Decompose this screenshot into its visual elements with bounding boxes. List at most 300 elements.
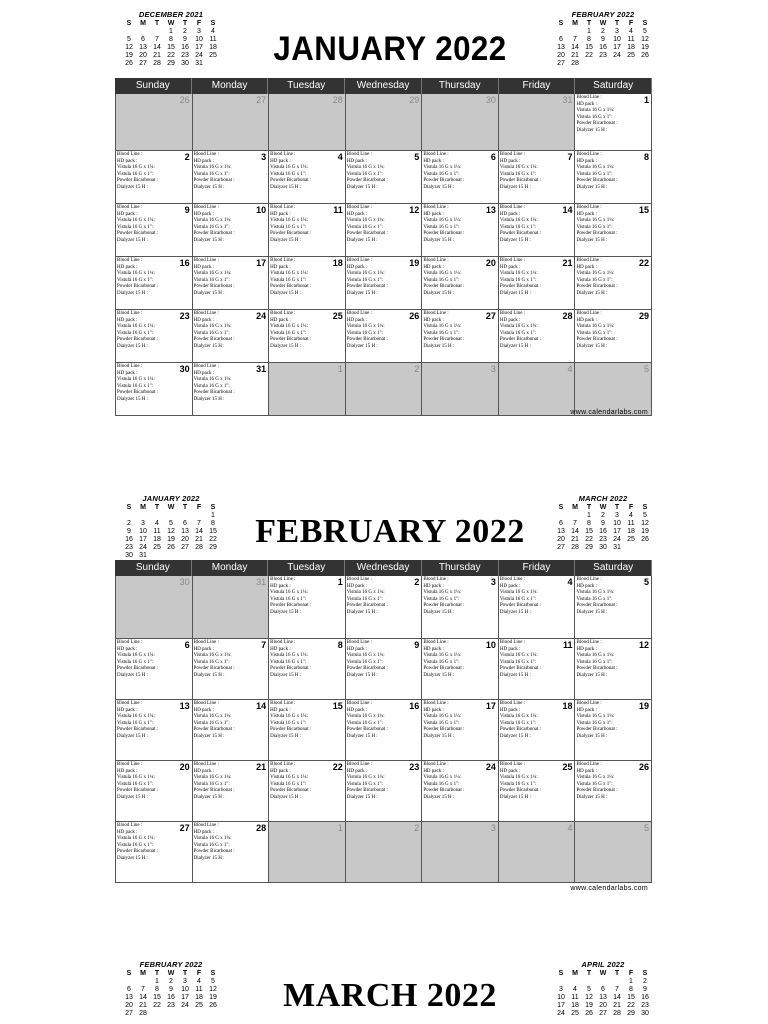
mini-day: 16 [125, 536, 133, 543]
note-line: HD pack : [423, 211, 444, 217]
mini-day: 2 [601, 512, 605, 519]
day-cell[interactable] [115, 151, 193, 203]
day-cell[interactable] [115, 257, 193, 309]
mini-day: 27 [557, 544, 565, 551]
note-line: Powder Bicarbonat : [193, 178, 235, 184]
note-line: Dialyzer 15 H : [576, 672, 608, 678]
day-cell[interactable] [346, 151, 423, 203]
mini-day: 19 [167, 536, 175, 543]
mini-day: 5 [211, 978, 215, 985]
note-line: Blood Line : [423, 640, 449, 645]
note-line: Powder Bicarbonat : [423, 284, 465, 290]
mini-day: 15 [585, 44, 593, 51]
weekday-label: Wednesday [345, 78, 422, 94]
mini-day: 11 [153, 528, 161, 535]
mini-day: 24 [195, 52, 203, 59]
day-notes [347, 577, 388, 617]
note-line: Blood Line : [193, 364, 219, 369]
note-line: HD pack : [193, 264, 215, 270]
week-row [115, 700, 652, 761]
day-cell[interactable] [499, 204, 576, 256]
day-cell[interactable] [575, 204, 652, 256]
day-cell[interactable] [422, 363, 499, 415]
note-line: Dialyzer 15 H : [499, 672, 531, 678]
day-cell[interactable] [422, 310, 499, 362]
day-number: 2 [414, 577, 420, 587]
day-cell[interactable] [499, 761, 576, 821]
note-line: Vistula 16 G x 1": [499, 596, 537, 602]
mini-day: 31 [613, 544, 621, 551]
mini-day: 6 [601, 986, 605, 993]
day-cell[interactable] [193, 822, 270, 882]
note-line: Vistula 16 G x 1¼: [576, 714, 615, 720]
mini-day: 14 [153, 44, 161, 51]
day-notes [576, 640, 617, 680]
note-line: Vistula 16 G x 1¼: [423, 714, 462, 720]
day-cell[interactable] [269, 310, 346, 362]
note-line: Vistula 16 G x 1¼: [346, 590, 385, 596]
note-line: HD pack : [499, 768, 521, 774]
mini-day: 14 [571, 44, 579, 51]
mini-day: 22 [585, 536, 593, 543]
note-line: Vistula 16 G x 1¼: [346, 271, 385, 277]
note-line: Blood Line : [270, 762, 296, 767]
mini-calendar-title: APRIL 2022 [581, 960, 625, 969]
day-cell[interactable] [422, 257, 499, 309]
note-line: Blood Line : [117, 205, 143, 210]
day-cell[interactable] [193, 363, 270, 415]
note-line: Dialyzer 15 H : [346, 733, 378, 739]
day-number: 5 [414, 152, 420, 162]
mini-dow-label: S [126, 504, 132, 511]
note-line: Dialyzer 15 H : [270, 794, 302, 800]
day-number: 4 [337, 152, 343, 162]
note-line: Dialyzer 15 H : [193, 855, 225, 861]
day-cell[interactable] [422, 576, 499, 638]
day-number: 18 [332, 258, 343, 268]
day-number: 8 [337, 640, 343, 650]
note-line: Vistula 16 G x 1¼: [423, 271, 462, 277]
mini-day: 21 [571, 52, 579, 59]
note-line: HD pack : [193, 646, 215, 652]
note-line: Powder Bicarbonat : [270, 284, 312, 290]
day-cell[interactable] [193, 700, 270, 760]
weekday-label: Tuesday [268, 78, 345, 94]
note-line: Vistula 16 G x 1": [576, 277, 613, 283]
note-line: Blood Line : [576, 701, 602, 706]
note-line: Blood Line : [117, 823, 143, 828]
note-line: Dialyzer 15 H : [117, 794, 148, 800]
mini-day: 23 [181, 52, 189, 59]
mini-calendar-prev [122, 10, 220, 68]
day-cell[interactable] [115, 576, 193, 638]
mini-day: 10 [613, 520, 621, 527]
day-cell[interactable] [499, 310, 576, 362]
note-line: Vistula 16 G x 1¼: [193, 165, 232, 171]
note-line: Dialyzer 15 H : [423, 290, 455, 296]
mini-calendar-grid [122, 970, 220, 1018]
mini-day [136, 978, 150, 986]
mini-day: 15 [627, 994, 635, 1001]
mini-day: 16 [181, 44, 189, 51]
day-notes [423, 701, 464, 741]
weekday-label: Monday [192, 78, 269, 94]
note-line: Blood Line : [270, 577, 296, 582]
note-line: Powder Bicarbonat : [346, 727, 388, 733]
day-notes [500, 205, 541, 245]
mini-dow-label: M [572, 20, 578, 27]
note-line: HD pack : [576, 646, 598, 652]
note-line: Vistula 16 G x 1": [499, 277, 537, 283]
day-cell[interactable] [499, 639, 576, 699]
mini-day: 28 [571, 544, 579, 551]
day-cell[interactable] [346, 204, 423, 256]
note-line: Blood Line : [346, 577, 373, 582]
day-cell[interactable] [269, 700, 346, 760]
note-line: Powder Bicarbonat : [270, 788, 312, 794]
note-line: Vistula 16 G x 1": [270, 659, 307, 665]
day-notes [347, 205, 388, 245]
note-line: Vistula 16 G x 1": [193, 277, 230, 283]
note-line: Vistula 16 G x 1¼: [576, 324, 615, 330]
note-line: Vistula 16 G x 1¼: [346, 653, 385, 659]
day-number: 20 [485, 258, 496, 268]
mini-day [178, 512, 192, 520]
note-line: Blood Line : [423, 762, 449, 767]
mini-day [122, 978, 136, 986]
day-cell[interactable] [193, 639, 270, 699]
day-cell[interactable] [499, 94, 576, 150]
day-cell[interactable] [346, 363, 423, 415]
day-number: 4 [567, 364, 573, 374]
note-line: HD pack : [423, 264, 444, 270]
note-line: Blood Line : [499, 311, 526, 316]
weekday-label: Tuesday [268, 560, 345, 576]
note-line: Dialyzer 15 H : [499, 609, 531, 615]
note-line: HD pack : [117, 768, 138, 774]
mini-day: 10 [613, 36, 621, 43]
mini-day: 5 [643, 512, 647, 519]
note-line: Powder Bicarbonat : [576, 337, 618, 343]
note-line: Vistula 16 G x 1¼: [193, 836, 232, 842]
day-number: 7 [567, 152, 573, 162]
day-cell[interactable] [193, 204, 270, 256]
mini-calendar-title: JANUARY 2022 [142, 494, 200, 503]
note-line: Dialyzer 15 H : [117, 672, 148, 678]
day-cell[interactable] [115, 363, 193, 415]
note-line: Dialyzer 15 H : [423, 343, 455, 349]
note-line: Vistula 16 G x 1": [499, 224, 537, 230]
note-line: Vistula 16 G x 1": [346, 277, 383, 283]
day-number: 5 [644, 577, 650, 587]
note-line: Powder Bicarbonat : [423, 231, 465, 237]
day-number: 2 [414, 364, 420, 374]
day-cell[interactable] [269, 822, 346, 882]
mini-day: 18 [571, 1002, 579, 1009]
note-line: Dialyzer 15 H : [193, 237, 225, 243]
day-cell[interactable] [269, 94, 346, 150]
day-number: 17 [485, 701, 496, 711]
day-notes [270, 577, 311, 617]
day-cell[interactable] [269, 257, 346, 309]
day-cell[interactable] [269, 576, 346, 638]
day-cell[interactable] [346, 822, 423, 882]
day-number: 30 [179, 364, 190, 374]
note-line: Vistula 16 G x 1¼: [270, 714, 309, 720]
note-line: Vistula 16 G x 1": [117, 171, 154, 177]
note-line: HD pack : [346, 317, 368, 323]
note-line: HD pack : [423, 707, 444, 713]
mini-day: 9 [183, 36, 187, 43]
day-cell[interactable] [499, 576, 576, 638]
day-cell[interactable] [499, 257, 576, 309]
note-line: Vistula 16 G x 1": [576, 224, 613, 230]
day-notes [500, 311, 541, 351]
week-row [115, 639, 652, 700]
note-line: Powder Bicarbonat : [423, 727, 465, 733]
day-cell[interactable] [499, 151, 576, 203]
day-notes [423, 762, 464, 802]
note-line: Blood Line : [270, 152, 296, 157]
weekday-header [115, 560, 652, 576]
day-cell[interactable] [499, 822, 576, 882]
mini-day: 8 [169, 36, 173, 43]
note-line: Powder Bicarbonat : [193, 727, 235, 733]
day-cell[interactable] [193, 257, 270, 309]
day-cell[interactable] [115, 822, 193, 882]
day-number: 3 [490, 577, 496, 587]
day-cell[interactable] [269, 204, 346, 256]
day-cell[interactable] [269, 639, 346, 699]
week-row [115, 204, 652, 257]
day-cell[interactable] [422, 822, 499, 882]
mini-dow-label: F [196, 970, 202, 977]
day-notes [270, 205, 311, 245]
mini-day [150, 1010, 164, 1018]
day-notes [117, 762, 158, 802]
note-line: Dialyzer 15 H : [423, 733, 455, 739]
day-notes [270, 640, 311, 680]
day-cell[interactable] [269, 151, 346, 203]
day-cell[interactable] [422, 94, 499, 150]
note-line: Dialyzer 15 H : [423, 184, 455, 190]
note-line: Powder Bicarbonat : [576, 284, 618, 290]
day-cell[interactable] [499, 363, 576, 415]
day-cell[interactable] [193, 761, 270, 821]
note-line: Vistula 16 G x 1¼: [270, 271, 309, 277]
mini-calendar-title: DECEMBER 2021 [138, 10, 204, 19]
day-notes [270, 311, 311, 351]
note-line: Dialyzer 15 H : [193, 290, 225, 296]
day-cell[interactable] [422, 700, 499, 760]
mini-day: 17 [195, 44, 203, 51]
note-line: Dialyzer 15 H : [499, 733, 531, 739]
day-number: 12 [639, 640, 650, 650]
note-line: Dialyzer 15 H : [423, 794, 455, 800]
note-line: Vistula 16 G x 1¼: [499, 271, 538, 277]
day-cell[interactable] [346, 257, 423, 309]
day-number: 5 [644, 364, 650, 374]
note-line: HD pack : [499, 646, 521, 652]
note-line: Powder Bicarbonat : [423, 788, 465, 794]
mini-day: 21 [195, 536, 203, 543]
day-number: 11 [562, 640, 573, 650]
weekday-label: Thursday [422, 560, 499, 576]
day-number: 23 [409, 762, 420, 772]
note-line: Vistula 16 G x 1": [576, 596, 613, 602]
day-cell[interactable] [499, 700, 576, 760]
note-line: Powder Bicarbonat : [117, 284, 159, 290]
mini-day: 28 [195, 544, 203, 551]
note-line: Dialyzer 15 H : [117, 184, 148, 190]
note-line: HD pack : [346, 646, 368, 652]
day-cell[interactable] [115, 700, 193, 760]
mini-day: 16 [641, 994, 649, 1001]
day-cell[interactable] [575, 822, 652, 882]
note-line: Powder Bicarbonat : [576, 666, 618, 672]
note-line: Vistula 16 G x 1¼: [270, 218, 309, 224]
day-cell[interactable] [115, 639, 193, 699]
note-line: Blood Line : [117, 701, 143, 706]
day-cell[interactable] [575, 761, 652, 821]
day-cell[interactable] [422, 151, 499, 203]
day-cell[interactable] [575, 639, 652, 699]
note-line: Vistula 16 G x 1": [346, 330, 383, 336]
mini-day: 16 [599, 528, 607, 535]
day-notes [576, 258, 617, 298]
footer-link[interactable]: www.calendarlabs.com [570, 885, 648, 892]
mini-day: 7 [573, 36, 577, 43]
day-cell[interactable] [346, 576, 423, 638]
month-grid [115, 560, 652, 883]
day-cell[interactable] [269, 761, 346, 821]
note-line: Vistula 16 G x 1": [423, 781, 460, 787]
note-line: Powder Bicarbonat : [346, 284, 388, 290]
mini-day: 20 [181, 536, 189, 543]
note-line: Blood Line : [576, 311, 602, 316]
note-line: Blood Line : [423, 258, 449, 263]
day-cell[interactable] [115, 310, 193, 362]
mini-dow-label: T [154, 20, 160, 27]
day-notes [117, 258, 158, 298]
day-number: 16 [409, 701, 420, 711]
day-cell[interactable] [575, 576, 652, 638]
note-line: HD pack : [576, 264, 598, 270]
note-line: Powder Bicarbonat : [117, 849, 159, 855]
footer-link[interactable]: www.calendarlabs.com [570, 409, 648, 416]
mini-day: 5 [169, 520, 173, 527]
mini-calendar-prev [122, 960, 220, 1018]
day-cell[interactable] [575, 94, 652, 150]
day-cell[interactable] [575, 151, 652, 203]
mini-day: 10 [181, 986, 189, 993]
mini-day: 23 [599, 52, 607, 59]
note-line: Vistula 16 G x 1¼: [576, 590, 615, 596]
day-cell[interactable] [575, 257, 652, 309]
day-cell[interactable] [346, 639, 423, 699]
note-line: Powder Bicarbonat : [270, 666, 312, 672]
note-line: Blood Line : [576, 152, 602, 157]
day-cell[interactable] [115, 204, 193, 256]
day-number: 31 [256, 364, 267, 374]
day-cell[interactable] [115, 761, 193, 821]
note-line: Blood Line : [193, 640, 219, 645]
note-line: Dialyzer 15 H : [499, 184, 531, 190]
day-cell[interactable] [193, 94, 270, 150]
note-line: Vistula 16 G x 1": [499, 330, 537, 336]
mini-day: 15 [167, 44, 175, 51]
day-cell[interactable] [346, 94, 423, 150]
weekday-label: Sunday [115, 78, 192, 94]
day-cell[interactable] [575, 310, 652, 362]
day-cell[interactable] [346, 310, 423, 362]
day-cell[interactable] [422, 639, 499, 699]
note-line: Vistula 16 G x 1": [346, 659, 383, 665]
note-line: HD pack : [270, 646, 291, 652]
note-line: HD pack : [117, 829, 138, 835]
day-cell[interactable] [346, 700, 423, 760]
day-number: 21 [562, 258, 573, 268]
note-line: HD pack : [346, 768, 368, 774]
mini-day: 11 [209, 36, 217, 43]
mini-day [638, 60, 652, 68]
note-line: Dialyzer 15 H : [423, 609, 455, 615]
note-line: HD pack : [499, 707, 521, 713]
note-line: Vistula 16 G x 1": [423, 330, 460, 336]
mini-day: 25 [571, 1010, 579, 1017]
note-line: Vistula 16 G x 1¼: [576, 108, 615, 114]
note-line: Vistula 16 G x 1": [576, 659, 613, 665]
day-number: 6 [184, 640, 190, 650]
day-notes [347, 762, 388, 802]
mini-dow-label: W [599, 504, 607, 511]
day-cell[interactable] [422, 761, 499, 821]
note-line: Dialyzer 15 H : [423, 672, 455, 678]
note-line: Vistula 16 G x 1¼: [193, 271, 232, 277]
mini-day: 30 [599, 544, 607, 551]
day-number: 24 [256, 311, 267, 321]
day-cell[interactable] [193, 151, 270, 203]
mini-day [150, 28, 164, 36]
mini-calendar-next [554, 960, 652, 1018]
day-cell[interactable] [575, 363, 652, 415]
mini-day: 28 [613, 1010, 621, 1017]
day-cell[interactable] [422, 204, 499, 256]
day-cell[interactable] [193, 576, 270, 638]
day-notes [423, 152, 464, 192]
mini-day [122, 512, 136, 520]
mini-day: 31 [195, 60, 203, 67]
day-cell[interactable] [193, 310, 270, 362]
day-notes [576, 205, 617, 245]
day-number: 31 [256, 577, 267, 587]
note-line: Powder Bicarbonat : [499, 284, 541, 290]
note-line: HD pack : [117, 158, 138, 164]
mini-day: 23 [125, 544, 133, 551]
mini-dow-label: S [210, 20, 216, 27]
day-cell[interactable] [346, 761, 423, 821]
day-number: 8 [644, 152, 650, 162]
day-cell[interactable] [115, 94, 193, 150]
mini-day: 24 [613, 52, 621, 59]
day-notes [347, 258, 388, 298]
note-line: HD pack : [193, 158, 215, 164]
note-line: Vistula 16 G x 1¼: [576, 271, 615, 277]
mini-day: 6 [559, 520, 563, 527]
mini-day: 27 [599, 1010, 607, 1017]
day-cell[interactable] [269, 363, 346, 415]
day-cell[interactable] [575, 700, 652, 760]
